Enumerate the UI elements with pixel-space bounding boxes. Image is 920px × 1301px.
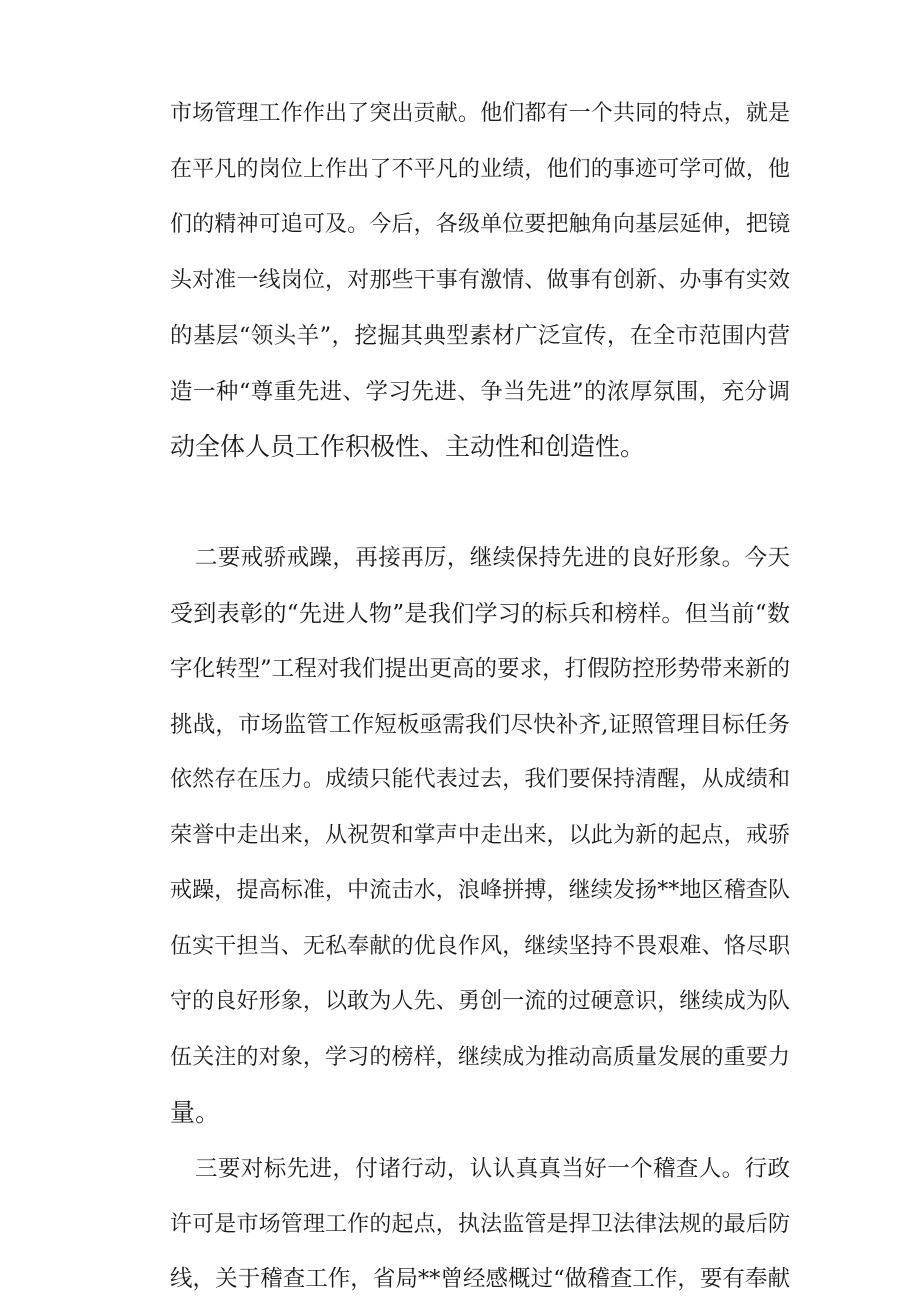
text-line: 的基层“领头羊”，挖掘其典型素材广泛宣传，在全市范围内营 [170,323,790,349]
text-line: 伍实干担当、无私奉献的优良作风，继续坚持不畏艰难、恪尽职 [170,934,790,959]
text-line: 守的良好形象，以敢为人先、勇创一流的过硬意识，继续成为队 [170,989,790,1014]
text-line: 造一种“尊重先进、学习先进、争当先进”的浓厚氛围，充分调 [170,379,790,405]
text-line: 戒躁，提高标准，中流击水，浪峰拼搏，继续发扬**地区稽查队 [170,878,790,903]
text-line: 头对准一线岗位，对那些干事有激情、做事有创新、办事有实效 [170,268,790,293]
text-line: 们的精神可追可及。今后，各级单位要把触角向基层延伸，把镜 [170,212,790,237]
text-line: 市场管理工作作出了突出贡献。他们都有一个共同的特点，就是 [170,101,790,126]
text-line: 受到表彰的“先进人物”是我们学习的标兵和榜样。但当前“数 [170,601,790,627]
text-line: 依然存在压力。成绩只能代表过去，我们要保持清醒，从成绩和 [170,767,790,792]
text-line: 许可是市场管理工作的起点，执法监管是捍卫法律法规的最后防 [170,1212,790,1237]
text-line: 挑战，市场监管工作短板亟需我们尽快补齐,证照管理目标任务 [170,712,790,738]
text-line: 伍关注的对象，学习的榜样，继续成为推动高质量发展的重要力 [170,1045,790,1070]
text-line: 线，关于稽查工作，省局**曾经感概过“做稽查工作，要有奉献 [170,1266,790,1292]
text-line: 在平凡的岗位上作出了不平凡的业绩，他们的事迹可学可做，他 [170,157,790,182]
text-line: 字化转型”工程对我们提出更高的要求，打假防控形势带来新的 [170,656,790,682]
text-line: 动全体人员工作积极性、主动性和创造性。 [170,432,646,461]
text-line: 荣誉中走出来，从祝贺和掌声中走出来，以此为新的起点，戒骄 [170,823,790,848]
text-line: 二要戒骄戒躁，再接再厉，继续保持先进的良好形象。今天 [195,545,790,571]
text-line: 量。 [170,1098,221,1127]
text-line: 三要对标先进，付诸行动，认认真真当好一个稽查人。行政 [195,1156,790,1182]
